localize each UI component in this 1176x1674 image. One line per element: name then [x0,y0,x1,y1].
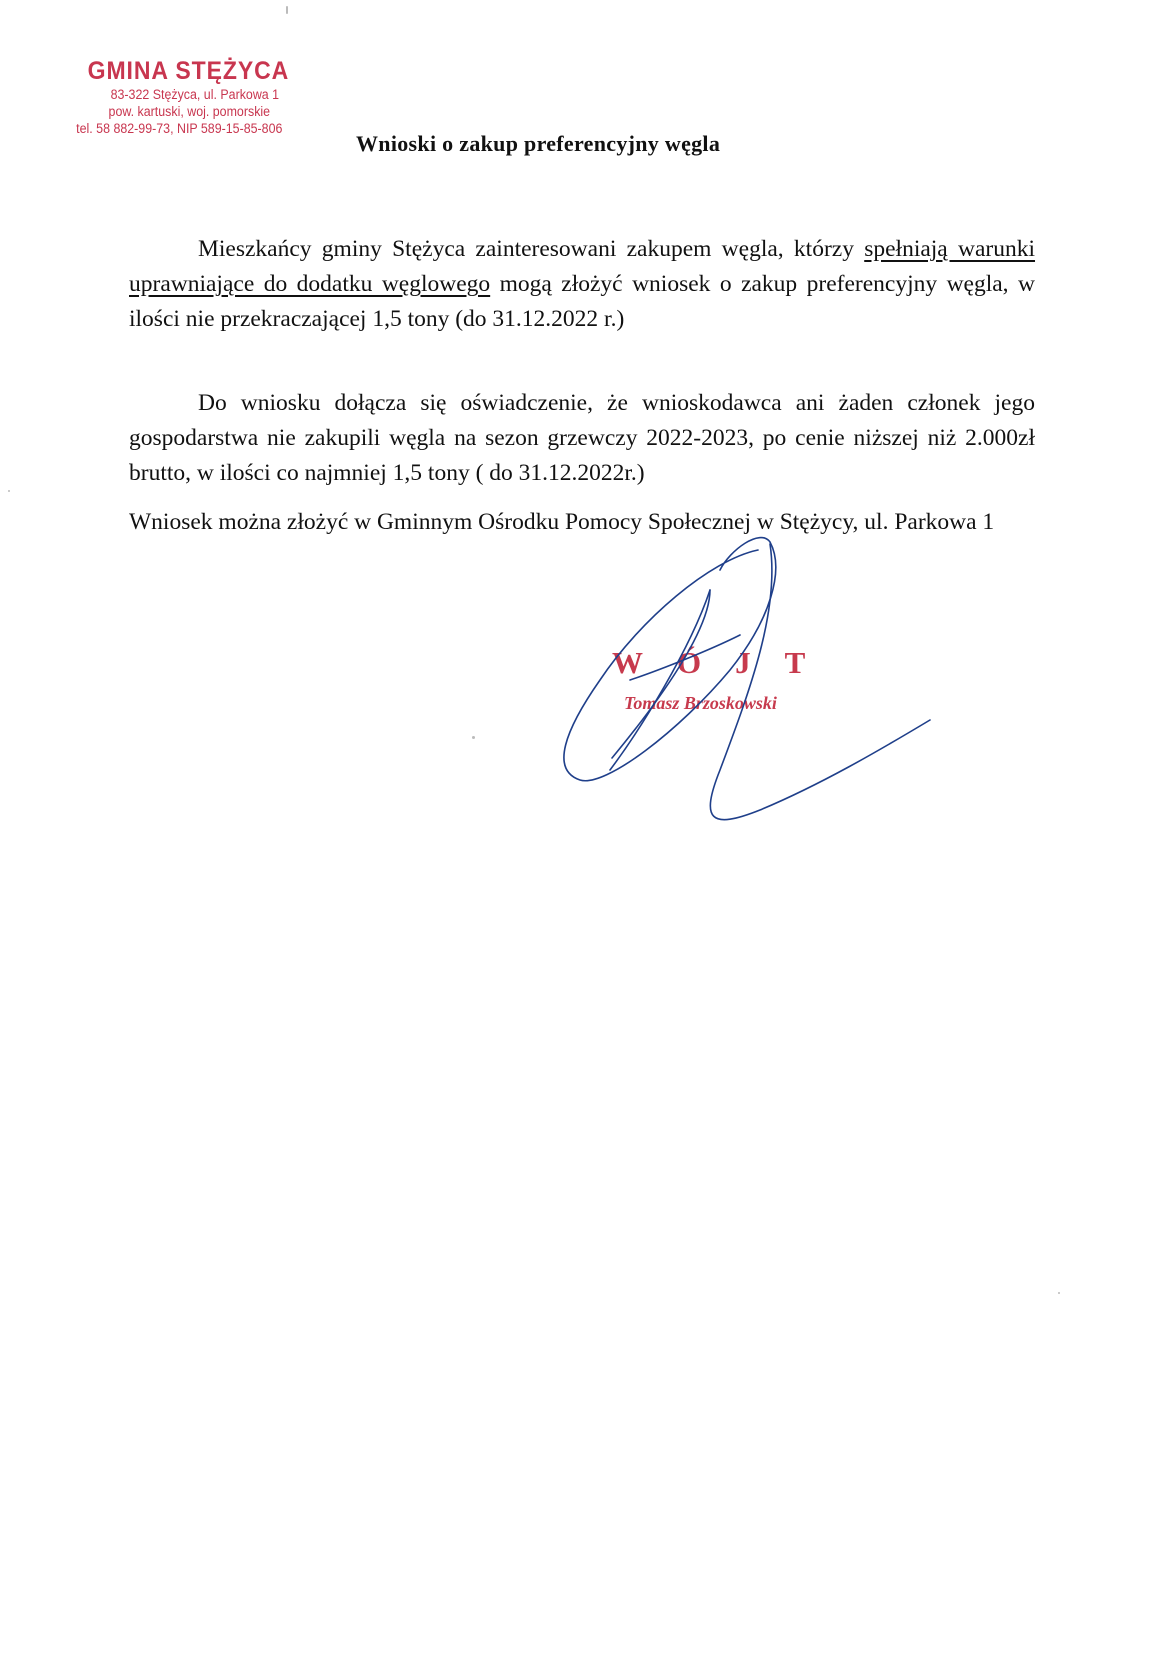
letterhead-address-line: 83-322 Stężyca, ul. Parkowa 1 [110,87,280,102]
scan-speck [472,736,475,739]
letterhead-org-name: GMINA STĘŻYCA [87,57,290,85]
eligibility-conditions-text: spełniają warunki uprawniające do dodatku węglowego [129,236,1036,297]
paragraph-eligibility [129,232,1035,337]
letterhead-address-line: pow. kartuski, woj. pomorskie [108,104,271,119]
letterhead-stamp [78,56,299,137]
scan-speck [1058,1292,1060,1294]
paragraph-submission-place: Wniosek można złożyć w Gminnym Ośrodku Pomocy Społecznej w Stężycy, ul. Parkowa 1 [129,509,995,535]
stamp-person-name: Tomasz Brzoskowski [624,693,777,713]
scan-speck [8,490,10,492]
paragraph-text: mogą złożyć wniosek o zakup preferencyjny węgla, w ilości nie przekraczającej 1,5 tony (do 31.12.2022 r.) [129,271,1035,332]
document-title: Wnioski o zakup preferencyjny węgla [356,131,721,156]
stamp-role: WÓJT [612,645,840,680]
handwritten-signature [560,530,980,890]
scan-speck [286,6,288,14]
paragraph-text: Mieszkańcy gminy Stężyca zainteresowani zakupem węgla, którzy [198,236,865,262]
letterhead-contact-line: tel. 58 882-99-73, NIP 589-15-85-806 [76,121,283,136]
paragraph-declaration: Do wniosku dołącza się oświadczenie, że wnioskodawca ani żaden członek jego gospodarstwa nie zakupili węgla na sezon grzewczy 2022-2023, po cenie niższej niż 2.000zł brutto, w ilości co najmniej 1,5 tony ( do 31.12.2022r.) [129,390,1035,486]
